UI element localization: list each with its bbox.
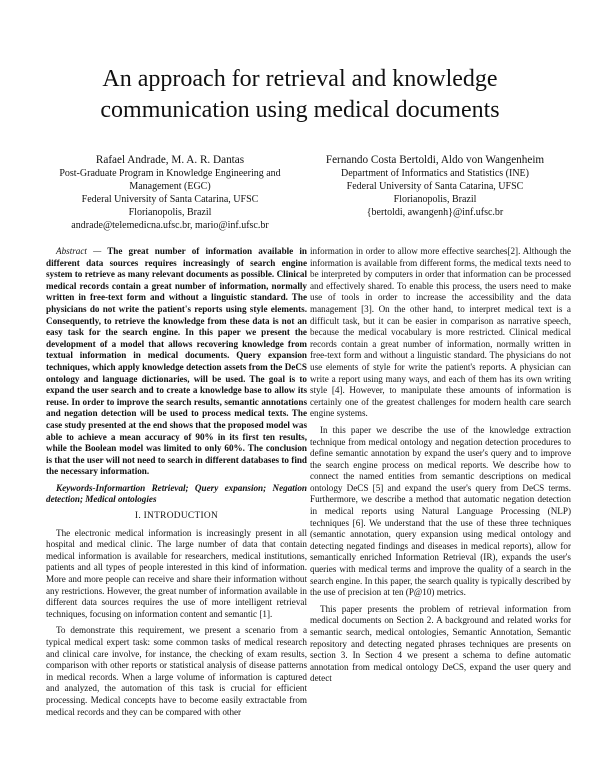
section-heading-introduction: I. INTRODUCTION: [134, 511, 219, 522]
author-location: Florianopolis, Brazil: [128, 207, 212, 218]
author-email: andrade@telemedicna.ufsc.br, mario@inf.ufsc.br: [71, 220, 269, 231]
left-column: [46, 246, 307, 718]
author-affiliation: Department of Informatics and Statistics (INE): [341, 168, 529, 179]
paper-title: An approach for retrieval and knowledge communication using medical documents: [100, 66, 500, 123]
author-university: Federal University of Santa Catarina, UFSC: [81, 194, 259, 205]
author-block-2: [310, 153, 560, 219]
abstract: [46, 246, 307, 478]
author-location: Florianopolis, Brazil: [393, 194, 477, 205]
body-paragraph: This paper presents the problem of retrieval information from medical documents on Section 2. A background and related works for semantic search, medical ontologies, Semantic Annotation, Semantic repository and detecting negated phrases techniques are presents on section 3. In Section 4 we present a schema to define automatic annotation from medical ontology DeCS, expand the user query and detect: [310, 603, 571, 684]
intro-paragraph: The electronic medical information is increasingly present in all hospital and medical clinic. The large number of data that contain medical information is available for researchers, medical institutions, patients and all types of people interested in this kind of information. More and more people can receive and share their information without any restrictions. However, the great number of information available in different data sources requires the use of more intelligent retrieval techniques, focusing on information content and semantic [1].: [46, 527, 307, 619]
author-names: Fernando Costa Bertoldi, Aldo von Wangenheim: [325, 154, 545, 166]
keywords: Keywords-Informartion Retrieval; Query expansion; Negation detection; Medical ontologies: [46, 482, 307, 505]
author-affiliation: Post-Graduate Program in Knowledge Engineering and Management (EGC): [59, 168, 281, 192]
author-email: {bertoldi, awangenh}@inf.ufsc.br: [366, 207, 504, 218]
body-paragraph: information in order to allow more effective searches[2]. Although the information is available from different forms, the medical texts need to be interpreted by computers in order that information can be processed and effectively shared. To enable this process, the users need to make use of tools in order to increase the accessibility and the data management [3]. On the other hand, to interpret medical text is a difficult task, but it can be easier in comparison as narrative speech, because the medical vocabulary is more restricted. Clinical medical records contain a great number of information, normally written in free-text form and without a linguistic standard. The physicians do not use elements of style for write the patient's reports. A physician can write a report using many ways, and each of them has its own writing style [4]. However, to manipulate these amounts of information is certainly one of the greatest challenges for modern health care search engine systems.: [310, 246, 571, 419]
abstract-text: The great number of information available in different data sources requires increasingly of search engine system to retrieve as many relevant documents as possible. Clinical medical records contain a great number of information, normally written in free-text form and without a linguistic standard. The physicians do not write the patient's reports using style elements. Consequently, to retrieve the knowledge from these data is not an easy task for the search engine. In this paper we present the development of a model that allows recovering knowledge from textual information in medical documents. Query expansion techniques, which apply knowledge detection assets from the DeCS ontology and language dictionaries, will be used. The goal is to expand the user search and to create a knowledge base to allow its reuse. In order to improve the search results, semantic annotations and negation detection will be used to process medical texts. The case study presented at the end shows that the proposed model was able to achieve a mean accuracy of 90% in its first ten results, while the Boolean model was limited to only 60%. The conclusion is that the user will not need to search in different databases to find the necessary information.: [46, 246, 307, 477]
author-university: Federal University of Santa Catarina, UFSC: [346, 181, 524, 192]
intro-paragraph: To demonstrate this requirement, we present a scenario from a typical medical expert task: some common tasks of medical research and clinical care involve, for instance, the checking of exam results, comparison with other reports or statistical analysis of disease patterns in medical records. When a large volume of information is captured and analyzed, the automation of this task is crucial for efficient processing. Medical concepts have to become easily extractable from medical records and they can be compared with other: [46, 625, 307, 717]
abstract-label: Abstract —: [56, 246, 102, 256]
author-names: Rafael Andrade, M. A. R. Dantas: [95, 154, 245, 166]
author-block-1: [50, 153, 290, 232]
right-column: [310, 246, 571, 685]
body-paragraph: In this paper we describe the use of the knowledge extraction technique from medical ontology and negation detection procedures to define semantic annotation by expand the user's query and to improve the search engine process on medical reports. We describe how to connect the named entities from semantic descriptions on medical ontology DeCS [5] and expand the user's query from DeCS terms. Furthermore, we describe a method that automatic negation detection in medical reports using Natural Language Processing (NLP) techniques [6]. We understand that the use of these three techniques (semantic annotation, query expansion using medical ontology and detecting negated findings and diseases in medical reports), allow for semantically enriched Information Retrieval (IR), expands the user's queries with medical terms and improve the quality of a search in the search engine. In this paper, the search quality is typically described by the use of precision at ten (P@10) metrics.: [310, 424, 571, 598]
